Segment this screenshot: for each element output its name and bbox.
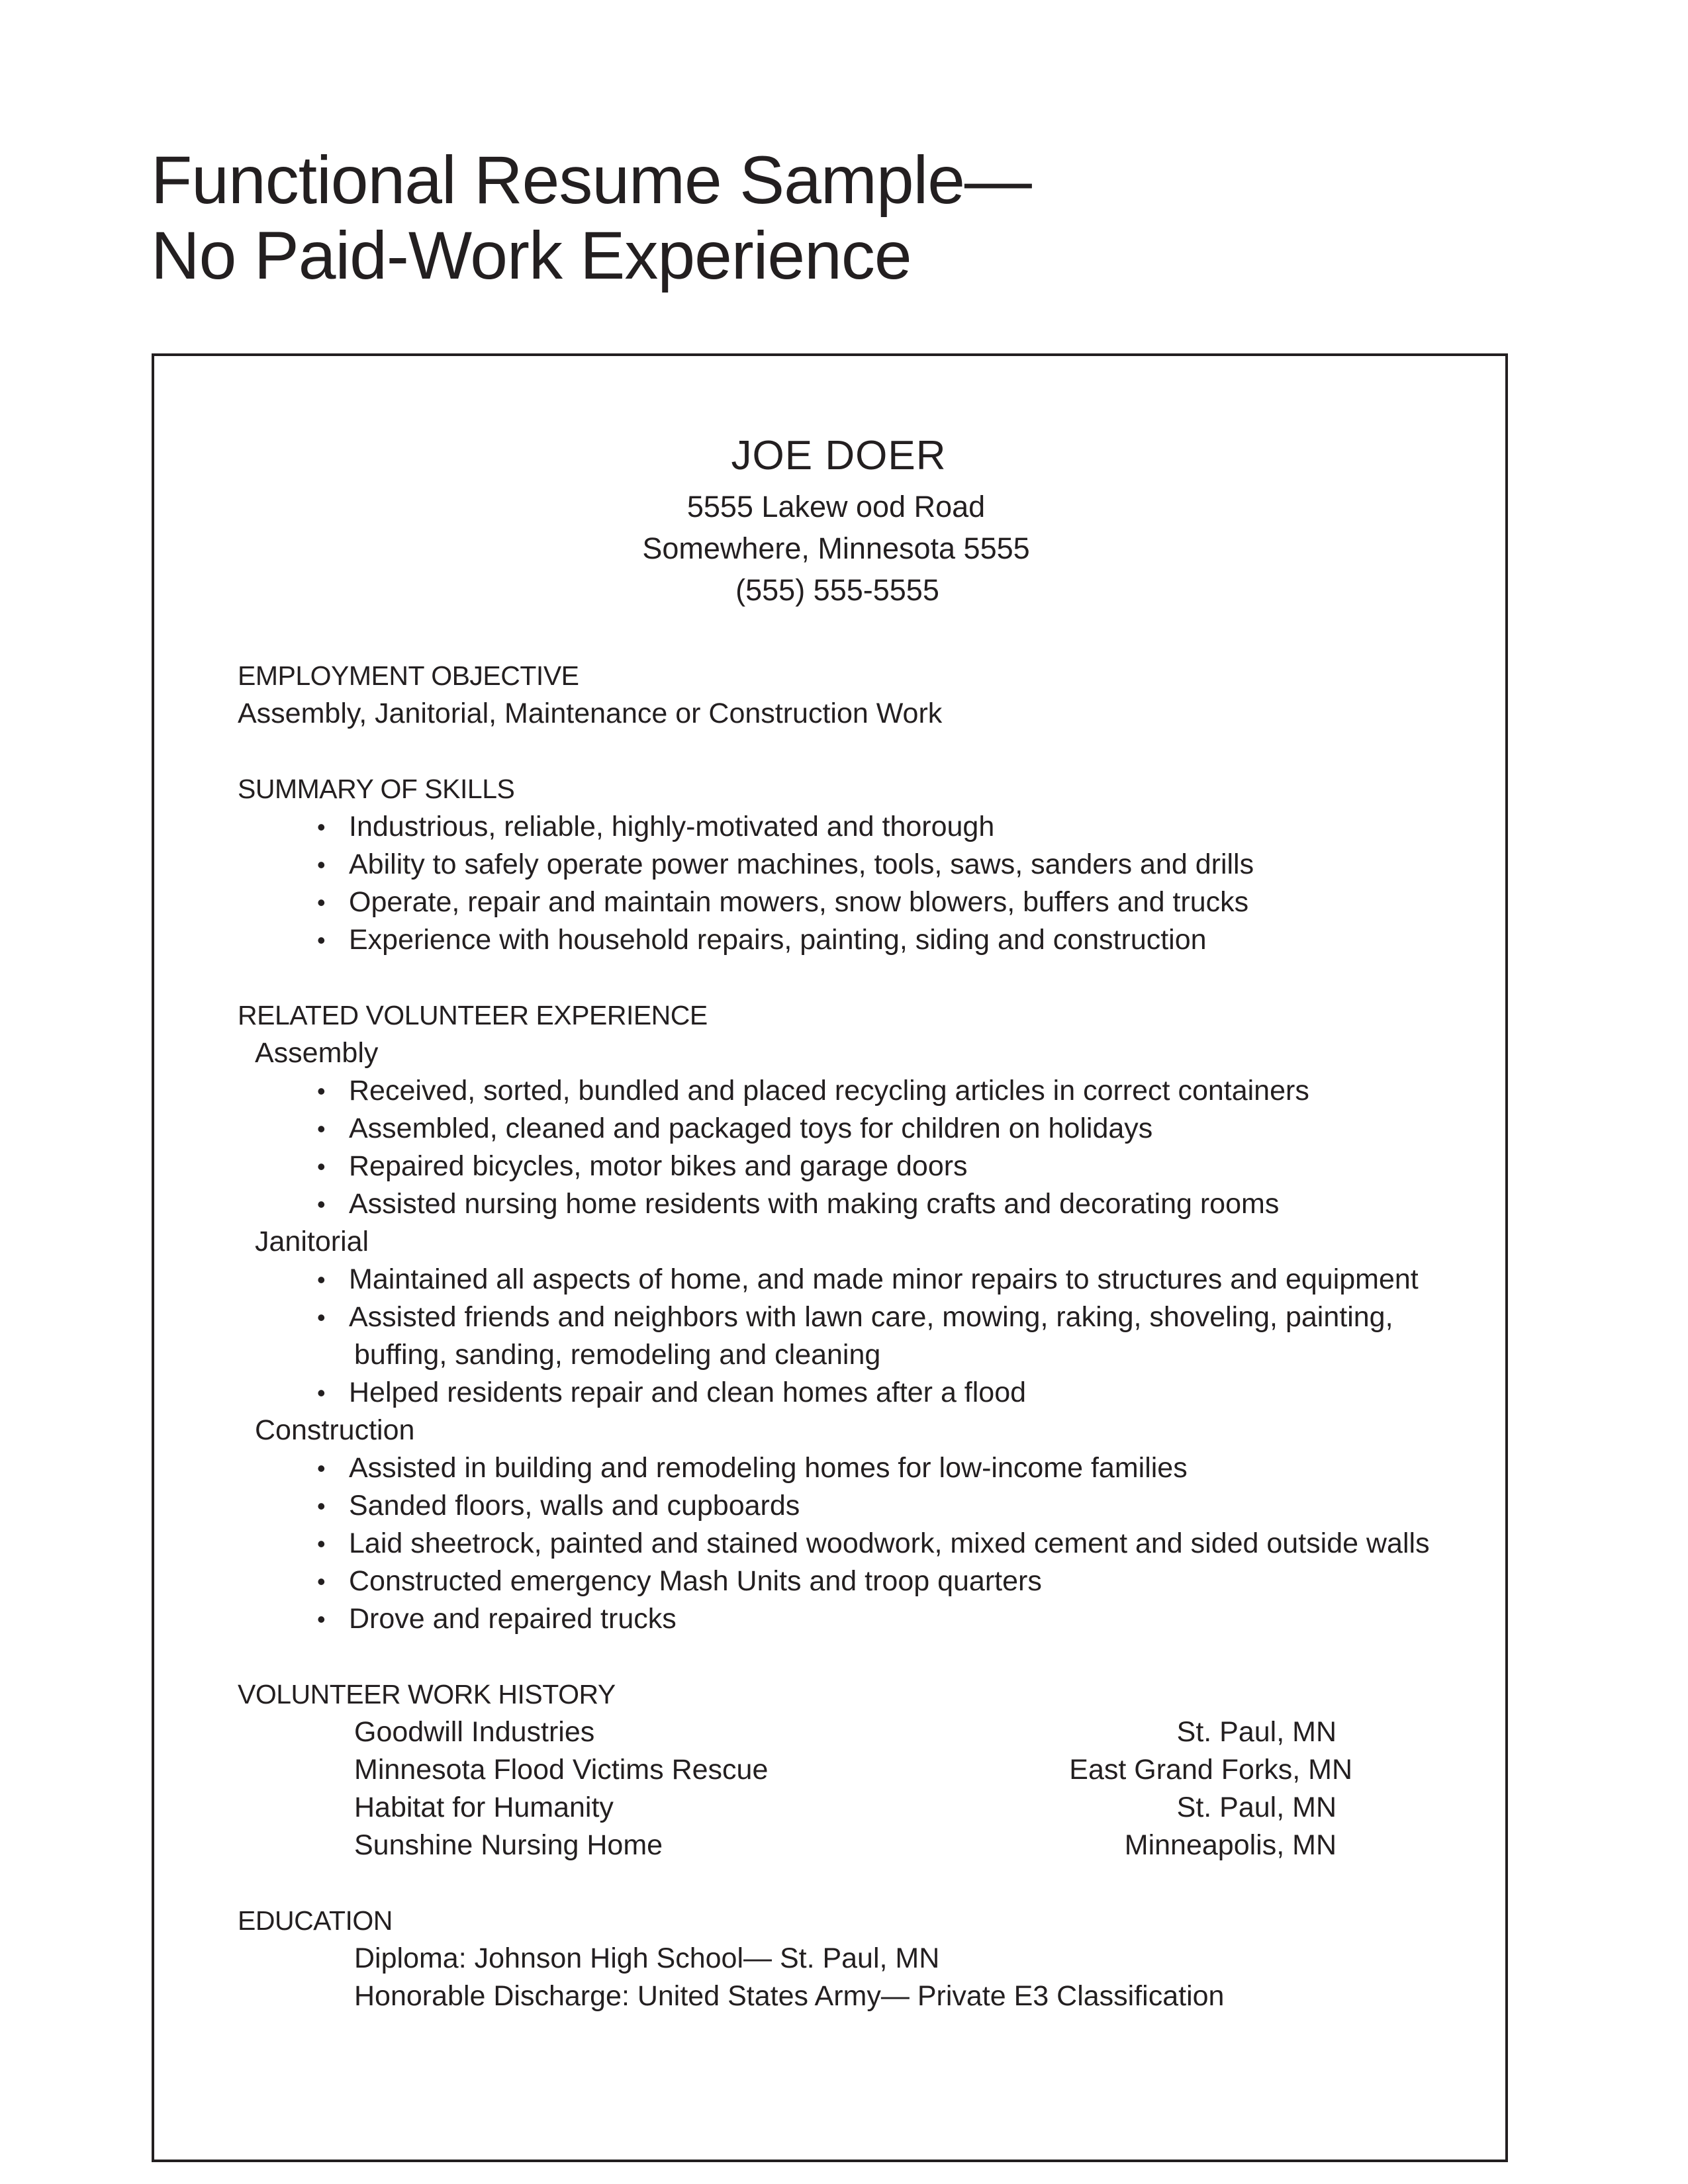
assembly-list [238,1072,1495,1223]
objective-section [238,657,1495,733]
skill-text: Operate, repair and maintain mowers, snow blowers, buffers and trucks [349,886,1249,918]
table-row [238,1789,1495,1827]
bullet-icon: • [317,1530,326,1557]
table-row [238,1751,1495,1789]
bullet-icon: • [317,1304,326,1331]
list-item [238,1261,1495,1298]
history-location: St. Paul, MN [1176,1716,1336,1748]
list-item [238,1487,1495,1525]
experience-text: Maintained all aspects of home, and made minor repairs to structures and equipment [349,1263,1419,1295]
volunteer-experience-heading: RELATED VOLUNTEER EXPERIENCE [238,1000,708,1030]
list-item [238,1525,1495,1563]
work-history-heading: VOLUNTEER WORK HISTORY [238,1679,616,1709]
assembly-subheading: Assembly [255,1037,379,1069]
history-organization: Sunshine Nursing Home [354,1829,663,1861]
experience-text: Constructed emergency Mash Units and troop quarters [349,1565,1042,1597]
history-organization: Habitat for Humanity [354,1792,614,1823]
volunteer-experience-section [238,997,1495,1638]
bullet-icon: • [317,1606,326,1633]
bullet-icon: • [317,1455,326,1482]
education-section [238,1902,1495,2015]
skills-heading: SUMMARY OF SKILLS [238,774,515,804]
document-title [151,142,1475,293]
resume-header [154,426,1505,611]
experience-text: Assisted friends and neighbors with lawn care, mowing, raking, shoveling, painting, [349,1301,1393,1333]
bullet-icon: • [317,1379,326,1406]
skill-text: Experience with household repairs, painting, siding and construction [349,924,1207,956]
list-item [238,1298,1495,1374]
resume-frame [152,353,1508,2162]
experience-text: Helped residents repair and clean homes after a flood [349,1377,1027,1408]
history-organization: Goodwill Industries [354,1716,595,1748]
bullet-icon: • [317,851,326,878]
list-item [238,884,1495,921]
document-title-line-1: Functional Resume Sample— [151,142,1031,218]
experience-text: Laid sheetrock, painted and stained woodwork, mixed cement and sided outside walls [349,1527,1430,1559]
history-organization: Minnesota Flood Victims Rescue [354,1754,769,1786]
janitorial-subheading: Janitorial [255,1226,369,1257]
construction-list [238,1449,1495,1638]
list-item [238,1185,1495,1223]
list-item [238,1374,1495,1412]
address-line-2: Somewhere, Minnesota 5555 [642,531,1030,565]
address-line-1: 5555 Lakew ood Road [686,490,986,523]
experience-text-continuation: buffing, sanding, remodeling and cleaning [354,1339,881,1371]
skills-section [238,770,1495,959]
experience-text: Assisted in building and remodeling homes for low-income families [349,1452,1188,1484]
list-item [238,921,1495,959]
list-item [238,1072,1495,1110]
bullet-icon: • [317,927,326,954]
bullet-icon: • [317,1568,326,1595]
bullet-icon: • [317,813,326,841]
construction-subheading: Construction [255,1414,415,1446]
experience-text: Assembled, cleaned and packaged toys for children on holidays [349,1113,1153,1144]
janitorial-list [238,1261,1495,1412]
history-location: East Grand Forks, MN [1069,1754,1352,1786]
bullet-icon: • [317,1492,326,1520]
list-item [238,1563,1495,1600]
history-location: St. Paul, MN [1176,1792,1336,1823]
experience-text: Sanded floors, walls and cupboards [349,1490,800,1522]
experience-text: Assisted nursing home residents with making crafts and decorating rooms [349,1188,1280,1220]
skill-text: Ability to safely operate power machines, tools, saws, sanders and drills [349,848,1254,880]
list-item [238,1600,1495,1638]
candidate-name: JOE DOER [731,433,947,478]
education-discharge: Honorable Discharge: United States Army— Private E3 Classification [354,1980,1225,2012]
table-row [238,1713,1495,1751]
list-item [238,1449,1495,1487]
objective-heading: EMPLOYMENT OBJECTIVE [238,660,579,691]
bullet-icon: • [317,889,326,916]
bullet-icon: • [317,1191,326,1218]
phone-number: (555) 555-5555 [735,573,939,607]
education-heading: EDUCATION [238,1905,393,1936]
skills-list [238,808,1495,959]
education-diploma: Diploma: Johnson High School— St. Paul, MN [354,1942,940,1974]
list-item [238,808,1495,846]
bullet-icon: • [317,1077,326,1105]
work-history-section [238,1676,1495,1864]
list-item [238,846,1495,884]
resume-body [238,657,1495,2053]
list-item [238,1148,1495,1185]
list-item [238,1110,1495,1148]
experience-text: Drove and repaired trucks [349,1603,677,1635]
table-row [238,1827,1495,1864]
experience-text: Repaired bicycles, motor bikes and garage doors [349,1150,968,1182]
bullet-icon: • [317,1153,326,1180]
bullet-icon: • [317,1115,326,1142]
skill-text: Industrious, reliable, highly-motivated and thorough [349,811,995,842]
objective-text: Assembly, Janitorial, Maintenance or Construction Work [238,698,943,729]
experience-text: Received, sorted, bundled and placed recycling articles in correct containers [349,1075,1309,1107]
history-location: Minneapolis, MN [1124,1829,1336,1861]
bullet-icon: • [317,1266,326,1293]
document-title-line-2: No Paid-Work Experience [151,218,912,293]
